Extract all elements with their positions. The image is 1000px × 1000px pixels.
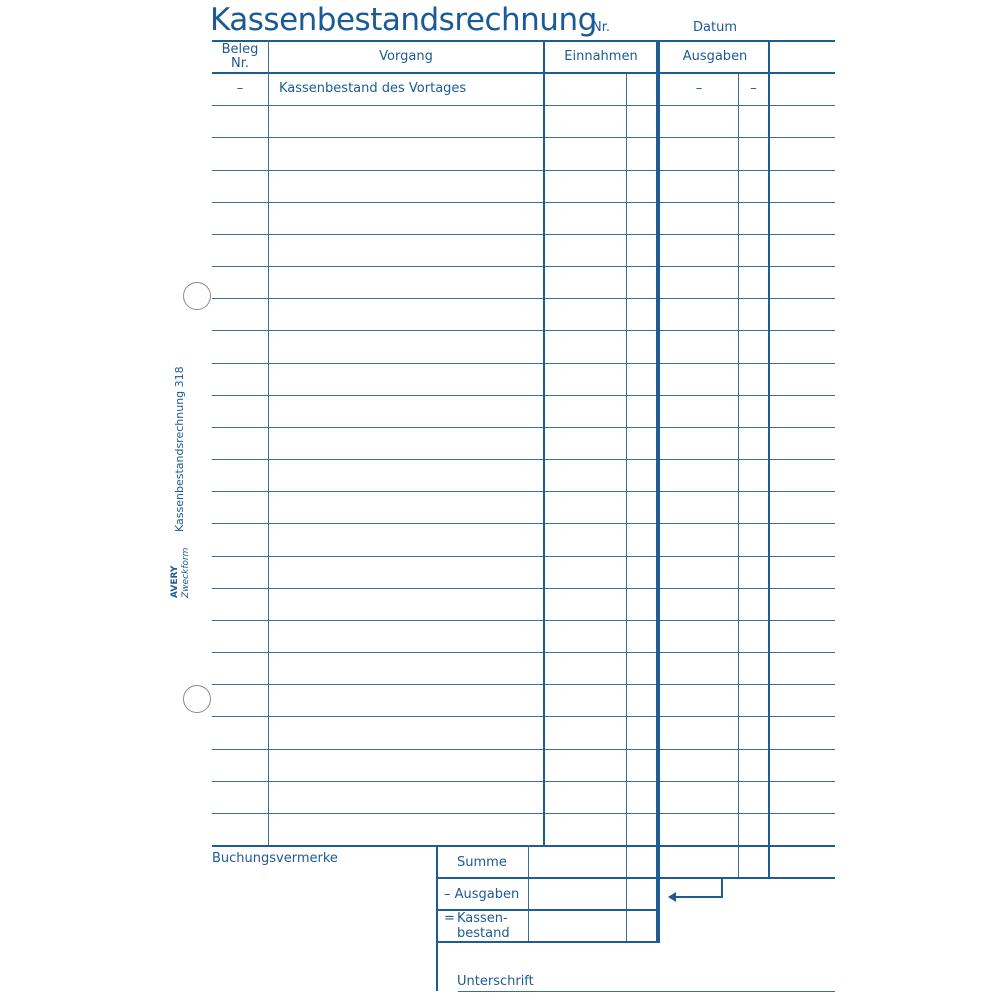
row-line: [212, 395, 835, 396]
row-line: [212, 298, 835, 299]
summary-row1-rule: [436, 877, 658, 879]
datum-label: Datum: [693, 20, 737, 35]
summary-bottom-rule: [436, 941, 660, 943]
minus-ausgaben-label: – Ausgaben: [444, 887, 520, 902]
table-bottom-rule: [212, 845, 835, 847]
summary-label-divider: [528, 845, 529, 941]
buchungsvermerke-label: Buchungsvermerke: [212, 851, 338, 866]
header-beleg-nr: [212, 43, 268, 71]
row-line: [212, 781, 835, 782]
row1-beleg: –: [236, 81, 244, 96]
row-line: [212, 523, 835, 524]
row-line: [212, 684, 835, 685]
row-line: [212, 749, 835, 750]
header-vorgang: Vorgang: [379, 49, 433, 64]
nr-label: Nr.: [592, 20, 611, 35]
header-beleg: Beleg: [221, 42, 259, 57]
side-form-label: Kassenbestandsrechnung 318: [173, 366, 186, 532]
brand-logo-avery: AVERY: [170, 565, 180, 598]
carry-arrow-icon: [660, 876, 730, 906]
col-vorgang-divider: [268, 40, 269, 845]
summe-label: Summe: [457, 855, 507, 870]
summary-cents-divider: [626, 845, 627, 941]
row-line: [212, 427, 835, 428]
table-top-rule: [212, 40, 835, 42]
row-line: [212, 105, 835, 106]
header-bottom-rule: [212, 72, 835, 74]
row-line: [212, 330, 835, 331]
unterschrift-label: Unterschrift: [457, 974, 534, 989]
row-line: [212, 813, 835, 814]
punch-hole-bottom: [183, 685, 211, 713]
row-line: [212, 234, 835, 235]
row-line: [212, 459, 835, 460]
row-line: [212, 363, 835, 364]
brand-logo-zweckform: Zweckform: [181, 547, 191, 598]
col-einnahmen-divider: [543, 40, 545, 845]
row-line: [212, 556, 835, 557]
row-line: [212, 652, 835, 653]
row1-ausgaben-main: –: [695, 81, 703, 96]
row-line: [212, 716, 835, 717]
row-line: [212, 202, 835, 203]
row1-ausgaben-cents: –: [750, 81, 757, 96]
form-title: Kassenbestandsrechnung: [210, 2, 597, 38]
row-line: [212, 266, 835, 267]
kassenbestand-line1: Kassen-: [457, 911, 508, 926]
kassenbestand-label: [457, 911, 510, 941]
col-extra-divider: [768, 40, 770, 877]
signature-line: [458, 991, 835, 992]
header-einnahmen: Einnahmen: [564, 49, 638, 64]
col-ausgaben-cents-divider: [738, 73, 739, 877]
header-nr: Nr.: [230, 56, 249, 71]
row-line: [212, 588, 835, 589]
row1-vorgang: Kassenbestand des Vortages: [279, 81, 467, 96]
summary-left-border: [436, 845, 438, 991]
row-line: [212, 620, 835, 621]
row-line: [212, 137, 835, 138]
punch-hole-top: [183, 282, 211, 310]
row-line: [212, 170, 835, 171]
col-ausgaben-thick-divider: [656, 40, 660, 941]
equals-sign: =: [444, 911, 455, 926]
header-ausgaben: Ausgaben: [682, 49, 748, 64]
kassenbestand-line2: bestand: [457, 926, 510, 941]
col-einnahmen-cents-divider: [626, 73, 627, 845]
row-line: [212, 491, 835, 492]
